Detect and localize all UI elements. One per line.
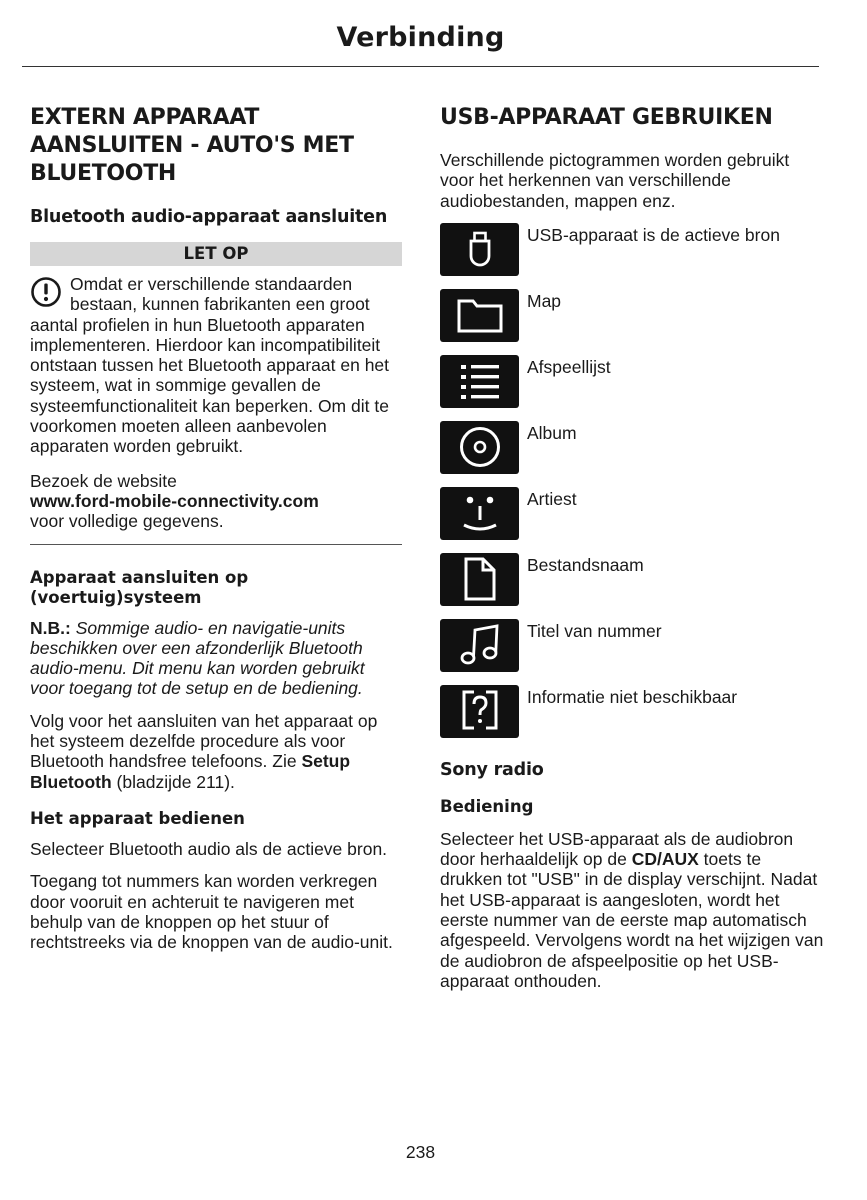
icon-legend-row	[440, 355, 825, 408]
unknown-info-icon	[440, 685, 519, 738]
usb-select-text-after: toets te drukken tot "USB" in de display verschijnt. Nadat het USB-apparaat is aangesloten, wordt het eerste nummer van de eerste map automatisch afgespeeld. Vervolgens wordt na het wijzigen van de audiobron de afspeelpositie op het USB-apparaat onthouden.	[440, 849, 824, 991]
website-paragraph	[30, 471, 402, 532]
music-note-icon	[440, 619, 519, 672]
album-icon	[440, 421, 519, 474]
right-column	[440, 104, 825, 1003]
playlist-icon-label: Afspeellijst	[527, 356, 611, 377]
folder-icon-label: Map	[527, 290, 562, 311]
track-access-paragraph: Toegang tot nummers kan worden verkregen door vooruit en achteruit te navigeren met behulp van de knoppen op het stuur of rechtstreeks via de knoppen van de audio-unit.	[30, 871, 393, 953]
subheading-sony-radio: Sony radio	[440, 759, 544, 780]
file-icon	[440, 553, 519, 606]
usb-icon	[440, 223, 519, 276]
warning-box	[30, 274, 402, 457]
connect-page-ref: (bladzijde 211).	[116, 771, 235, 792]
icon-legend-row	[440, 553, 825, 606]
music-note-icon-label: Titel van nummer	[527, 620, 662, 641]
artist-icon	[440, 487, 519, 540]
folder-icon	[440, 289, 519, 342]
icon-legend-row	[440, 487, 825, 540]
icon-legend-row	[440, 421, 825, 474]
header-divider	[22, 66, 819, 67]
section-divider	[30, 544, 402, 545]
website-outro: voor volledige gegevens.	[30, 511, 224, 532]
setup-bluetooth-reference: Setup Bluetooth	[30, 751, 351, 792]
select-source-paragraph: Selecteer Bluetooth audio als de actieve bron.	[30, 838, 388, 859]
connect-text: Volg voor het aansluiten van het apparaat op het systeem dezelfde procedure als voor Bluetooth handsfree telefoons. Zie	[30, 710, 378, 772]
usb-intro-paragraph: Verschillende pictogrammen worden gebruikt voor het herkennen van verschillende audiobestanden, mappen enz.	[440, 150, 790, 211]
section-title-usb: USB-APPARAAT GEBRUIKEN	[440, 105, 773, 130]
warning-exclamation-icon	[30, 276, 62, 308]
warning-heading: LET OP	[30, 242, 402, 266]
cd-aux-button-reference: CD/AUX	[631, 849, 699, 870]
album-icon-label: Album	[527, 422, 577, 443]
section-title-bluetooth: EXTERN APPARAAT AANSLUITEN - AUTO'S MET BLUETOOTH	[30, 105, 354, 186]
left-column	[30, 104, 402, 964]
note-label: N.B.:	[30, 617, 71, 638]
usb-select-text-before: Selecteer het USB-apparaat als de audiobron door herhaaldelijk op de	[440, 828, 794, 870]
unknown-info-icon-label: Informatie niet beschikbaar	[527, 686, 738, 707]
icon-legend-row	[440, 223, 825, 276]
website-intro: Bezoek de website	[30, 470, 177, 491]
subheading-connect-device: Apparaat aansluiten op (voertuig)systeem	[30, 567, 249, 607]
usb-select-paragraph	[440, 829, 825, 991]
icon-legend-row	[440, 619, 825, 672]
playlist-icon	[440, 355, 519, 408]
subheading-operation: Bediening	[440, 796, 534, 816]
artist-icon-label: Artiest	[527, 488, 577, 509]
file-icon-label: Bestandsnaam	[527, 554, 644, 575]
usb-icon-label: USB-apparaat is de actieve bron	[527, 224, 780, 245]
website-url: www.ford-mobile-connectivity.com	[30, 490, 319, 511]
connect-paragraph	[30, 711, 402, 792]
note-text: Sommige audio- en navigatie-units beschikken over een afzonderlijk Bluetooth audio-menu. Dit menu kan worden gebruikt voor toegang tot de setup en de bediening.	[30, 617, 365, 699]
subheading-operate-device: Het apparaat bedienen	[30, 808, 245, 828]
page-header-title: Verbinding	[336, 22, 505, 53]
note-paragraph	[30, 618, 402, 699]
subheading-connect-bluetooth-audio: Bluetooth audio-apparaat aansluiten	[30, 207, 388, 227]
page-number: 238	[405, 1142, 436, 1162]
warning-text: Omdat er verschillende standaarden bestaan, kunnen fabrikanten een groot aantal profielen in hun Bluetooth apparaten implementeren. Hierdoor kan incompatibiliteit ontstaan tussen het Bluetooth apparaat en het systeem, wat in sommige gevallen de systeemfunctionaliteit kan beperken. Om dit te voorkomen moeten alleen aanbevolen apparaten worden gebruikt.	[30, 274, 390, 457]
icon-legend-row	[440, 289, 825, 342]
icon-legend-row	[440, 685, 825, 738]
